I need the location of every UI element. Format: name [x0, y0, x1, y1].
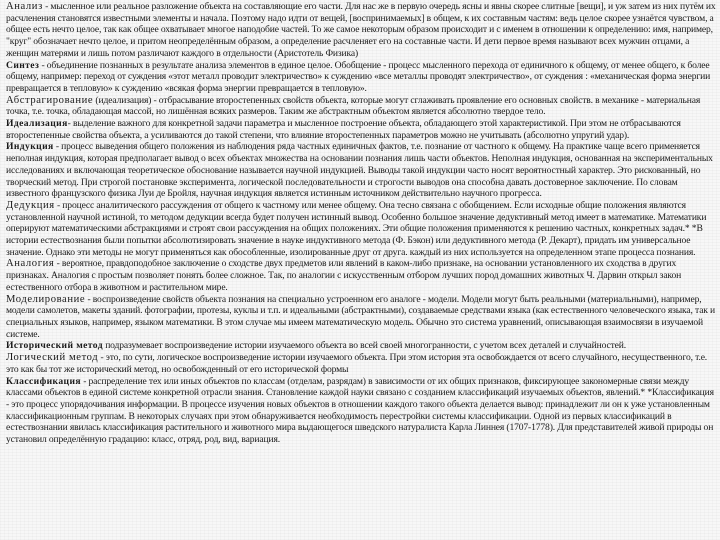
paragraph-text: (идеализация) - отбрасывание второстепенных свойств объекта, которые могут сглаживать проявление его основных свойств. в механике - материальная точка, т.е. точка, обладающая массой, но лишённая всяких размеров. Таким же абстрактным объектом является абсолютно твердое тело.	[6, 94, 701, 118]
paragraph-text: - мысленное или реальное разложение объекта на составляющие его части. Для нас же в первую очередь ясны и явны скорее слитные [вещи], и уж затем из них путём их расчленения становятся известными элементы и начала. Поэтому надо идти от вещей, [воспринимаемых] в общем, к их составным частям: ведь целое скорее узнаётся чувством, а общее есть нечто целое, так как общее охватывает многое наподобие частей. То же самое некоторым образом происходит и с именем в отношении к определению: имя, например, "круг" обозначает нечто целое, и притом неопределённым образом, а определение расчленяет его на составные части. И дети первое время называют всех мужчин отцами, а женщин матерями и лишь потом различают каждого в отдельности (Аристотель Физика)	[6, 1, 716, 59]
paragraph-text: - вероятное, правдоподобное заключение о сходстве двух предметов или явлений в каком-либо признаке, на основании установленного их сходства в других признаках. Аналогия с простым позволяет понять более сложное. Так, по аналогии с искусственным отбором лучших пород домашних животных Ч. Дарвин открыл закон естественного отбора в животном и растительном мире.	[6, 258, 682, 293]
paragraph-analogy	[6, 258, 716, 293]
paragraph-induction	[6, 141, 716, 200]
term-deduction: Дедукция	[6, 199, 55, 211]
paragraph-historical-method	[6, 340, 716, 352]
paragraph-logical-method	[6, 352, 716, 375]
paragraph-idealization	[6, 118, 716, 141]
paragraph-text: - процесс выведения общего положения из наблюдения ряда частных единичных фактов, т.е. познание от частного к общему. На практике чаще всего применяется неполная индукция, которая предполагает вывод о всех объектах множества на основании познания лишь части объектов. Неполная индукция, основанная на экспериментальных исследованиях и включающая теоретическое обоснование называется научной индукцией. Выводы такой индукции часто носят вероятностный характер. Это рискованный, но творческий метод. При строгой постановке эксперимента, логической последовательности и строгости выводов она способна давать достоверное заключение. По словам известного французского физика Луи де Бройля, научная индукция является истинным источником действительно научного прогресса.	[6, 141, 713, 200]
term-modeling: Моделирование	[6, 293, 86, 305]
paragraph-synthesis	[6, 60, 716, 95]
paragraph-deduction	[6, 200, 716, 259]
term-abstraction: Абстрагирование	[6, 94, 94, 106]
term-classification: Классификация	[6, 375, 81, 387]
paragraph-text: - это, по сути, логическое воспроизведение истории изучаемого объекта. При этом история эта освобождается от всего случайного, несущественного, т.е. это как бы тот же исторический метод, но освобожденный от его исторической формы	[6, 352, 708, 375]
paragraph-analysis	[6, 1, 716, 60]
term-idealization: Идеализация	[6, 118, 68, 130]
paragraph-classification	[6, 376, 716, 446]
paragraph-text: - выделение важного для конкретной задачи параметра и мысленное построение объекта, обладающего этой характеристикой. При этом не отбрасываются второстепенные свойства объекта, а усиливаются до такой степени, что влияние второстепенных параметров можно не учитывать (абсолютно упругий удар).	[6, 118, 681, 141]
paragraph-text: подразумевает воспроизведение истории изучаемого объекта во всей своей многогранности, с учетом всех деталей и случайностей.	[102, 340, 627, 352]
paragraph-modeling	[6, 294, 716, 341]
document-body	[6, 1, 716, 446]
term-synthesis: Синтез	[6, 59, 40, 71]
term-induction: Индукция	[6, 141, 54, 153]
paragraph-text: - объединение познанных в результате анализа элементов в единое целое. Обобщение - процесс мысленного перехода от единичного к общему, от менее общего, к более общему, например: переход от суждения «этот металл проводит электричество» к суждению «все металлы проводят электричество», от суждения : «механическая форма энергии превращается в тепловую» к суждению «всякая форма энергии превращается в тепловую».	[6, 59, 711, 94]
term-logical-method: Логический метод	[6, 352, 99, 364]
paragraph-text: - воспроизведение свойств объекта познания на специально устроенном его аналоге - модели. Модели могут быть реальными (материальными), например, модели самолетов, макеты зданий. фотографии, протезы, куклы и т.п. и идеальными (абстрактными), создаваемые средствами языка (как естественного человеческого языка, так и специальных языков, например, языком математики. В этом случае мы имеем математическую модель. Обычно это система уравнений, описывающая взаимосвязи в изучаемой системе.	[6, 293, 716, 340]
term-analogy: Аналогия	[6, 258, 55, 270]
paragraph-abstraction	[6, 95, 716, 118]
term-analysis: Анализ	[6, 1, 43, 12]
paragraph-text: - процесс аналитического рассуждения от общего к частному или менее общему. Она тесно связана с обобщением. Если исходные общие положения являются установленной научной истиной, то методом дедукции всегда будет получен истинный вывод. Особенно большое значение дедуктивный метод имеет в математике. Математики оперируют математическими абстракциями и строят свои рассуждения на общих положениях. Эти общие положения применяются к решению частных, конкретных задач.* *В истории естествознания были попытки абсолютизировать значение в науке индуктивного метода (Ф. Бэкон) или дедуктивного метода (Р. Декарт), придать им универсальное значение. Однако эти методы не могут применяться как обособленные, изолированные друг от друга. каждый из них используется на определенном этапе процесса познания.	[6, 199, 707, 258]
paragraph-text: - распределение тех или иных объектов по классам (отделам, разрядам) в зависимости от их общих признаков, фиксирующее закономерные связи между классами объектов в единой системе конкретной отрасли знания. Становление каждой науки связано с созданием классификаций изучаемых объектов, явлений.* *Классификация - это процесс упорядочивания информации. В процессе изучения новых объектов в отношении каждого такого объекта делается вывод: принадлежит ли он к уже установленным классификационным группам. В некоторых случаях при этом обнаруживается необходимость перестройки системы классификации. Одной из первых классификаций в естествознании явилась классификация растительного и животного мира выдающегося шведского натуралиста Карла Линнея (1707-1778). Для представителей живой природы он установил определённую градацию: класс, отряд, род, вид, вариация.	[6, 375, 714, 446]
term-historical-method: Исторический метод	[6, 340, 103, 352]
